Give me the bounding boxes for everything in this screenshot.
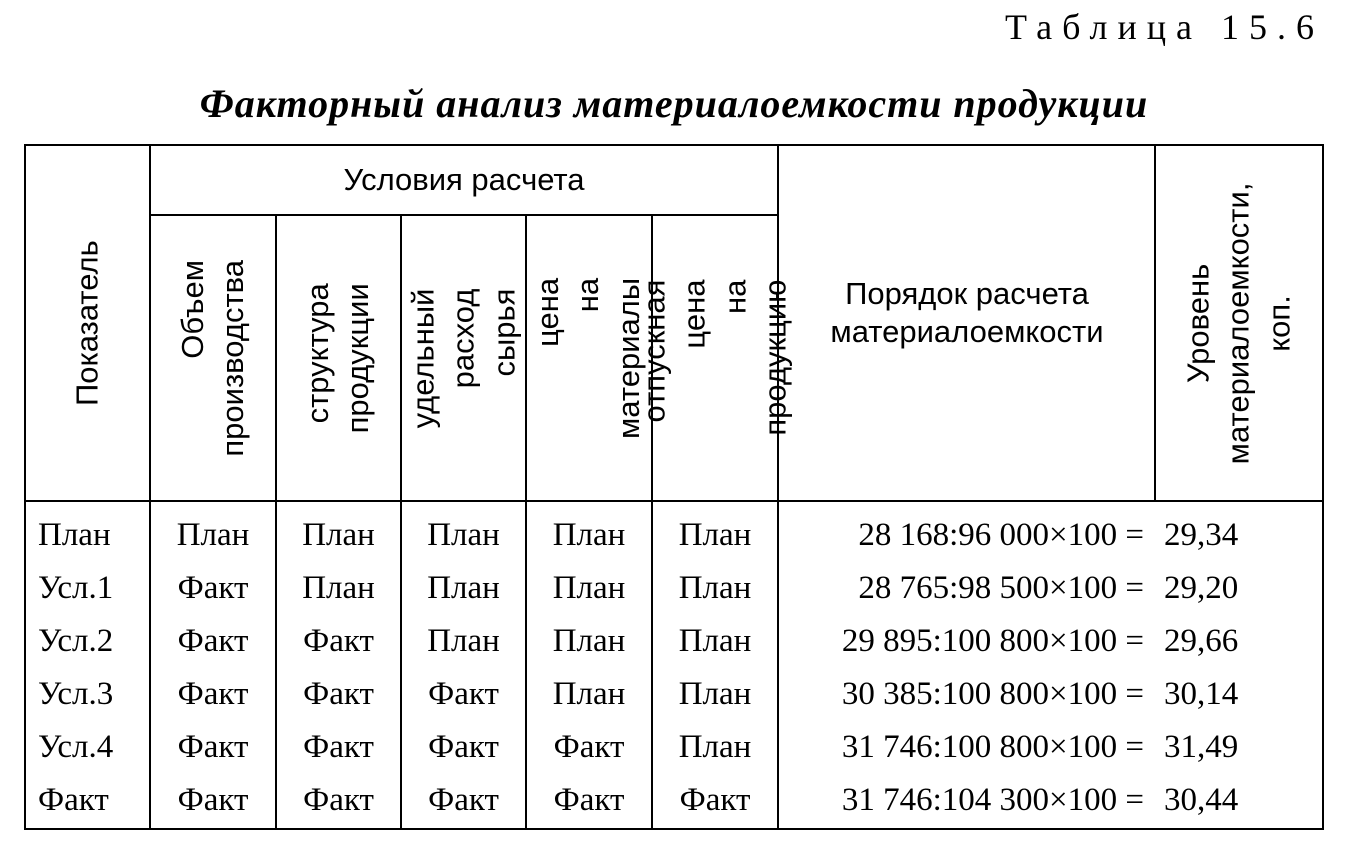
table-number-label: Таблица 15.6 (1005, 7, 1324, 47)
condition-value: План (552, 622, 626, 659)
header-indicator-label: Показатель (69, 240, 105, 406)
table-row (26, 773, 1322, 827)
material-intensity-level: 30,14 (1164, 675, 1239, 712)
material-intensity-level: 29,34 (1164, 516, 1239, 553)
material-intensity-level: 31,49 (1164, 728, 1239, 765)
condition-value: План (678, 516, 752, 553)
condition-value: План (678, 569, 752, 606)
condition-value: Факт (428, 728, 499, 765)
condition-value: План (552, 516, 626, 553)
condition-value: План (427, 622, 500, 659)
header-condition-consumption: удельный расход сырья (405, 288, 521, 428)
factor-analysis-table (24, 144, 1324, 830)
header-bottom-divider (26, 500, 1322, 502)
table-row (26, 508, 1322, 562)
condition-value: План (302, 569, 375, 606)
row-indicator: Усл.3 (38, 675, 114, 712)
material-intensity-level: 30,44 (1164, 781, 1239, 818)
condition-value: План (427, 569, 500, 606)
condition-value: Факт (303, 728, 374, 765)
condition-value: План (678, 728, 752, 765)
header-conditions-group: Условия расчета (343, 162, 585, 198)
header-indicator (26, 146, 149, 500)
calculation-formula: 29 895:100 800×100 = (841, 622, 1144, 659)
table-row (26, 720, 1322, 774)
header-condition-volume: Объем производства (174, 259, 251, 457)
header-calculation-order: Порядок расчета материалоемкости (830, 276, 1104, 349)
header-condition-material-price: цена на материалы (530, 277, 647, 439)
table-row (26, 667, 1322, 721)
table-row (26, 614, 1322, 668)
condition-value: Факт (303, 622, 374, 659)
calculation-formula: 28 765:98 500×100 = (858, 569, 1144, 606)
condition-value: Факт (303, 675, 374, 712)
table-row (26, 561, 1322, 615)
condition-value: Факт (553, 728, 625, 765)
table-title: Факторный анализ материалоемкости продукции (199, 81, 1149, 126)
row-indicator: Усл.1 (38, 569, 114, 606)
condition-value: План (678, 622, 752, 659)
material-intensity-level: 29,66 (1164, 622, 1239, 659)
row-indicator: План (38, 516, 111, 553)
condition-value: План (427, 516, 500, 553)
condition-value: Факт (553, 781, 625, 818)
row-indicator: Усл.2 (38, 622, 114, 659)
condition-value: План (302, 516, 375, 553)
condition-value: Факт (177, 781, 249, 818)
calculation-formula: 28 168:96 000×100 = (858, 516, 1144, 553)
condition-value: План (176, 516, 250, 553)
material-intensity-level: 29,20 (1164, 569, 1239, 606)
condition-value: План (552, 675, 626, 712)
condition-value: Факт (303, 781, 374, 818)
condition-value: План (552, 569, 626, 606)
condition-value: Факт (679, 781, 751, 818)
header-condition-selling-price: отпускная цена на продукцию (636, 279, 793, 437)
condition-value: Факт (177, 622, 249, 659)
row-indicator: Усл.4 (38, 728, 114, 765)
header-condition-structure: структура продукции (300, 282, 376, 434)
condition-value: Факт (428, 781, 499, 818)
condition-value: Факт (177, 569, 249, 606)
calculation-formula: 31 746:104 300×100 = (841, 781, 1144, 818)
condition-value: План (678, 675, 752, 712)
table-body (26, 508, 1322, 828)
header-level: Уровень материалоемкости, коп. (1180, 182, 1297, 464)
calculation-formula: 30 385:100 800×100 = (841, 675, 1144, 712)
condition-value: Факт (428, 675, 499, 712)
calculation-formula: 31 746:100 800×100 = (841, 728, 1144, 765)
condition-value: Факт (177, 675, 249, 712)
row-indicator: Факт (38, 781, 109, 818)
condition-value: Факт (177, 728, 249, 765)
